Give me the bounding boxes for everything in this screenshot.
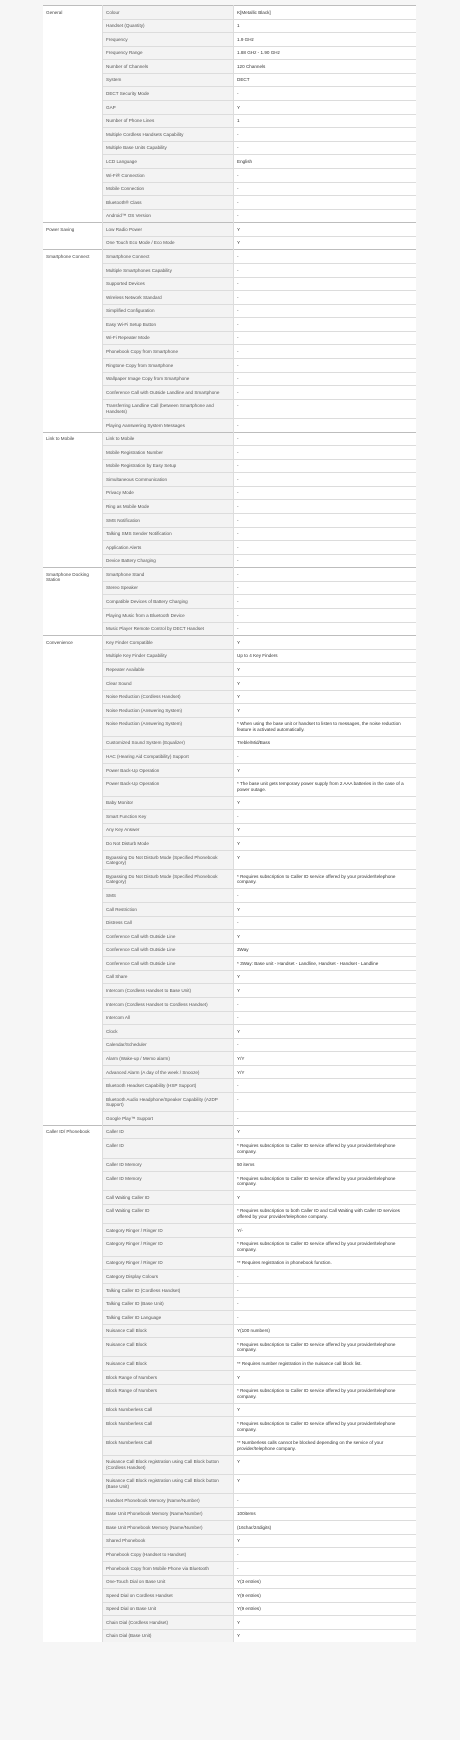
feature-label: Multiple Base Units Capability <box>103 141 234 155</box>
feature-value: - <box>234 810 417 824</box>
feature-value: Y <box>234 851 417 870</box>
feature-label: Chain Dial (Base Unit) <box>103 1629 234 1642</box>
feature-value: * Requires subscription to Caller ID service offered by your provider/telephone company. <box>234 1139 417 1158</box>
feature-label: Stereo Speaker <box>103 581 234 595</box>
feature-value: - <box>234 622 417 636</box>
feature-value: - <box>234 331 417 345</box>
feature-value: Y(100 numbers) <box>234 1324 417 1338</box>
feature-label: Distress Call <box>103 916 234 930</box>
feature-label: Talking Caller ID (Base Unit) <box>103 1297 234 1311</box>
feature-label: Repeater Available <box>103 663 234 677</box>
category-label: Smartphone Connect <box>43 250 103 432</box>
feature-label: Phonebook Copy from Mobile Phone via Bluetooth <box>103 1561 234 1575</box>
feature-value: - <box>234 263 417 277</box>
feature-value: Y <box>234 704 417 718</box>
feature-value: - <box>234 916 417 930</box>
feature-label: Caller ID Memory <box>103 1158 234 1172</box>
feature-label: Customized Sound System (Equalizer) <box>103 736 234 750</box>
feature-value: - <box>234 291 417 305</box>
feature-value: - <box>234 372 417 386</box>
feature-value: 100items <box>234 1507 417 1521</box>
feature-value: - <box>234 318 417 332</box>
feature-value: - <box>234 473 417 487</box>
feature-value: - <box>234 1283 417 1297</box>
feature-label: Mobile Registration Number <box>103 446 234 460</box>
spec-row <box>43 432 416 446</box>
feature-value: 1.88 GHz - 1.90 GHz <box>234 46 417 60</box>
feature-value: - <box>234 609 417 623</box>
feature-label: Call Restriction <box>103 902 234 916</box>
feature-label: Phonebook Copy from Smartphone <box>103 345 234 359</box>
feature-label: Conference Call with Outside Line <box>103 930 234 944</box>
feature-label: Link to Mobile <box>103 432 234 446</box>
feature-label: Advanced Alarm (A day of the week / Snooze) <box>103 1065 234 1079</box>
feature-label: Conference Call with Outside Line <box>103 943 234 957</box>
feature-value: Y <box>234 1125 417 1139</box>
feature-label: Nuisance Call Block <box>103 1338 234 1357</box>
feature-value: Y <box>234 1025 417 1039</box>
feature-label: Bluetooth Audio Headphone/Speaker Capability (A2DP Support) <box>103 1093 234 1112</box>
feature-label: Bypassing Do Not Disturb Mode (Specified Phonebook Category) <box>103 870 234 889</box>
feature-value: Y <box>234 1474 417 1493</box>
feature-label: Talking SMS Sender Notification <box>103 527 234 541</box>
feature-value: - <box>234 359 417 373</box>
feature-label: Base Unit Phonebook Memory (Name/Number) <box>103 1507 234 1521</box>
feature-label: Ring as Mobile Mode <box>103 500 234 514</box>
feature-label: Speed Dial on Base Unit <box>103 1602 234 1616</box>
category-label: Smartphone Docking Station <box>43 568 103 636</box>
feature-value: Y <box>234 636 417 650</box>
feature-label: Clear Sound <box>103 676 234 690</box>
feature-label: Caller ID <box>103 1125 234 1139</box>
spec-row <box>43 1125 416 1139</box>
feature-label: LCD Language <box>103 155 234 169</box>
feature-label: Block Numberless Call <box>103 1417 234 1436</box>
feature-value: Y <box>234 663 417 677</box>
feature-label: Block Range of Numbers <box>103 1371 234 1385</box>
feature-label: Alarm (Wake-up / Memo alarm) <box>103 1052 234 1066</box>
feature-label: Do Not Disturb Mode <box>103 837 234 851</box>
feature-value: Y <box>234 1371 417 1385</box>
feature-label: Handset Phonebook Memory (Name/Number) <box>103 1494 234 1508</box>
feature-label: Power Back-Up Operation <box>103 777 234 796</box>
feature-value: Y <box>234 763 417 777</box>
feature-label: Playing Aanswering System Messages <box>103 418 234 432</box>
feature-value: - <box>234 1311 417 1325</box>
feature-value: Y <box>234 1191 417 1205</box>
feature-label: Mobile Registration by Easy Setup <box>103 459 234 473</box>
feature-value: Y <box>234 837 417 851</box>
feature-value: ** Numberless calls cannot be blocked depending on the service of your provider/telephone company. <box>234 1436 417 1455</box>
feature-value: ** Requires number registration in the nuisance call block list. <box>234 1357 417 1371</box>
feature-label: Compatible Devices of Battery Charging <box>103 595 234 609</box>
feature-value: DECT <box>234 73 417 87</box>
feature-value: Y(3 entries) <box>234 1575 417 1589</box>
feature-value: Y <box>234 690 417 704</box>
feature-label: SMS Notification <box>103 513 234 527</box>
feature-label: Any Key Answer <box>103 823 234 837</box>
feature-label: SMS <box>103 889 234 903</box>
feature-label: Multiple Smartphones Capability <box>103 263 234 277</box>
feature-value: * Requires subscription to Caller ID service offered by your provider/telephone company. <box>234 1417 417 1436</box>
feature-value: - <box>234 399 417 418</box>
feature-label: Android™ OS Version <box>103 209 234 223</box>
feature-value: - <box>234 432 417 446</box>
feature-value: Y <box>234 796 417 810</box>
feature-value: - <box>234 386 417 400</box>
feature-value: - <box>234 1297 417 1311</box>
feature-value: - <box>234 581 417 595</box>
spec-table <box>43 5 416 1642</box>
feature-value: - <box>234 277 417 291</box>
feature-value: - <box>234 196 417 210</box>
feature-label: Bypassing Do Not Disturb Mode (Specified Phonebook Category) <box>103 851 234 870</box>
feature-value: Treble/Mid/Bass <box>234 736 417 750</box>
feature-label: Caller ID Memory <box>103 1172 234 1191</box>
feature-label: Conference Call with Outside Line <box>103 957 234 971</box>
feature-value: ** Requires registration in phonebook function. <box>234 1256 417 1270</box>
feature-value: - <box>234 168 417 182</box>
feature-value: - <box>234 182 417 196</box>
feature-value: Y <box>234 101 417 115</box>
feature-label: Playing Music from a Bluetooth Device <box>103 609 234 623</box>
feature-value: Y <box>234 902 417 916</box>
feature-label: Nuisance Call Block registration using Call Block button (Base Unit) <box>103 1474 234 1493</box>
feature-label: Wi-Fi® Connection <box>103 168 234 182</box>
feature-label: Wi-Fi Repeater Mode <box>103 331 234 345</box>
feature-label: Wireless Network Standard <box>103 291 234 305</box>
feature-label: Category Ringer / Ringer ID <box>103 1224 234 1238</box>
feature-value: Y <box>234 1534 417 1548</box>
feature-label: Caller ID <box>103 1139 234 1158</box>
feature-value: - <box>234 889 417 903</box>
feature-label: DECT Security Mode <box>103 87 234 101</box>
feature-label: Transferring Landline Call (between Smartphone and Handsets) <box>103 399 234 418</box>
feature-label: Intercom (Cordless Handset to Cordless Handset) <box>103 998 234 1012</box>
feature-value: - <box>234 141 417 155</box>
feature-value: - <box>234 1038 417 1052</box>
feature-label: One Touch Eco Mode / Eco Mode <box>103 236 234 250</box>
feature-label: Talking Caller ID (Cordless Handset) <box>103 1283 234 1297</box>
feature-label: Conference Call with Outside Landline and Smartphone <box>103 386 234 400</box>
feature-value: 120 Channels <box>234 60 417 74</box>
feature-value: - <box>234 750 417 764</box>
feature-value: * Requires subscription to Caller ID service offered by your provider/telephone company. <box>234 1338 417 1357</box>
feature-value: * Requires subscription to Caller ID service offered by your provider/telephone company. <box>234 1384 417 1403</box>
feature-label: Call Share <box>103 970 234 984</box>
feature-label: Multiple Cordless Handsets Capability <box>103 128 234 142</box>
feature-label: Number of Channels <box>103 60 234 74</box>
category-label: Convenience <box>43 636 103 1126</box>
feature-label: Chain Dial (Cordless Handset) <box>103 1616 234 1630</box>
category-label: General <box>43 6 103 223</box>
feature-label: Block Numberless Call <box>103 1403 234 1417</box>
feature-value: Y/- <box>234 1224 417 1238</box>
feature-label: Speed Dial on Cordless Handset <box>103 1589 234 1603</box>
feature-label: Wallpaper Image Copy from Smartphone <box>103 372 234 386</box>
feature-label: Phonebook Copy (Handset to Handset) <box>103 1548 234 1562</box>
feature-label: Call Waiting Caller ID <box>103 1191 234 1205</box>
feature-label: Noise Reduction (Cordless Handset) <box>103 690 234 704</box>
feature-label: Privacy Mode <box>103 486 234 500</box>
feature-label: Nuisance Call Block <box>103 1324 234 1338</box>
feature-label: Noise Reduction (Answering System) <box>103 717 234 736</box>
feature-value: - <box>234 459 417 473</box>
feature-value: Y <box>234 823 417 837</box>
feature-value: 1 <box>234 114 417 128</box>
feature-value: Y <box>234 1455 417 1474</box>
feature-value: * Requires subscription to Caller ID service offered by your provider/telephone company. <box>234 870 417 889</box>
feature-label: Key Finder Compatible <box>103 636 234 650</box>
feature-label: HAC (Hearing Aid Compatibility) Support <box>103 750 234 764</box>
feature-value: - <box>234 250 417 264</box>
spec-table-container <box>43 5 416 1642</box>
feature-label: Bluetooth® Class <box>103 196 234 210</box>
feature-value: - <box>234 513 417 527</box>
category-label: Power Saving <box>43 223 103 250</box>
feature-label: Smartphone Stand <box>103 568 234 582</box>
feature-value: K[Metallic Black] <box>234 6 417 20</box>
feature-label: Category Display Colours <box>103 1270 234 1284</box>
feature-label: Frequency Range <box>103 46 234 60</box>
feature-value: - <box>234 1494 417 1508</box>
feature-value: * Requires subscription to Caller ID service offered by your provider/telephone company. <box>234 1237 417 1256</box>
feature-value: Y <box>234 1629 417 1642</box>
feature-value: * Requires subscription to Caller ID service offered by your provider/telephone company. <box>234 1172 417 1191</box>
feature-label: Multiple Key Finder Capability <box>103 649 234 663</box>
feature-value: English <box>234 155 417 169</box>
feature-label: Supported Devices <box>103 277 234 291</box>
feature-value: * When using the base unit or handset to listen to messages, the noise reduction feature is activated automatically. <box>234 717 417 736</box>
feature-label: Handset (Quantity) <box>103 19 234 33</box>
feature-label: Smartphone Connect <box>103 250 234 264</box>
feature-label: Intercom All <box>103 1011 234 1025</box>
feature-label: Intercom (Cordless Handset to Base Unit) <box>103 984 234 998</box>
feature-value: - <box>234 527 417 541</box>
feature-value: - <box>234 568 417 582</box>
feature-label: Simplified Configuration <box>103 304 234 318</box>
feature-value: - <box>234 1112 417 1126</box>
feature-value: * 3Way: Base unit - Handset - Landline, Handset - Handset - Landline <box>234 957 417 971</box>
spec-row <box>43 636 416 650</box>
feature-value: - <box>234 209 417 223</box>
feature-label: Shared Phonebook <box>103 1534 234 1548</box>
feature-value: * The base unit gets temporary power supply from 2 AAA batteries in the case of a power outage. <box>234 777 417 796</box>
feature-value: Y <box>234 223 417 237</box>
feature-label: Frequency <box>103 33 234 47</box>
feature-label: Music Player Remote Control by DECT Handset <box>103 622 234 636</box>
feature-label: Clock <box>103 1025 234 1039</box>
feature-label: Smart Function Key <box>103 810 234 824</box>
spec-table-body <box>43 6 416 1643</box>
feature-value: - <box>234 554 417 568</box>
feature-value: (16char/24digits) <box>234 1521 417 1535</box>
feature-value: Y <box>234 930 417 944</box>
feature-value: - <box>234 595 417 609</box>
feature-label: Application Alerts <box>103 541 234 555</box>
feature-label: Easy Wi-Fi Setup Button <box>103 318 234 332</box>
feature-value: Y/Y <box>234 1052 417 1066</box>
feature-value: 3Way <box>234 943 417 957</box>
feature-value: - <box>234 1548 417 1562</box>
feature-label: Call Waiting Caller ID <box>103 1204 234 1223</box>
feature-value: Y <box>234 676 417 690</box>
feature-label: Talking Caller ID Language <box>103 1311 234 1325</box>
spec-row <box>43 223 416 237</box>
feature-value: - <box>234 500 417 514</box>
feature-value: Y <box>234 236 417 250</box>
feature-value: - <box>234 304 417 318</box>
feature-label: Noise Reduction (Answering System) <box>103 704 234 718</box>
feature-value: Y(9 entries) <box>234 1589 417 1603</box>
feature-label: Number of Phone Lines <box>103 114 234 128</box>
feature-label: Power Back-Up Operation <box>103 763 234 777</box>
feature-value: - <box>234 87 417 101</box>
feature-label: Google Play™ Support <box>103 1112 234 1126</box>
feature-value: - <box>234 418 417 432</box>
feature-label: Block Range of Numbers <box>103 1384 234 1403</box>
feature-value: - <box>234 345 417 359</box>
feature-value: - <box>234 1093 417 1112</box>
feature-value: Y <box>234 984 417 998</box>
feature-value: 1 <box>234 19 417 33</box>
feature-value: * Requires subscription to both Caller ID and Call Waiting with Caller ID services offered by your provider/telephone company. <box>234 1204 417 1223</box>
feature-label: One-Touch Dial on Base Unit <box>103 1575 234 1589</box>
feature-label: Baby Monitor <box>103 796 234 810</box>
feature-value: Y(9 entries) <box>234 1602 417 1616</box>
feature-value: - <box>234 128 417 142</box>
feature-value: Up to 4 Key Finders <box>234 649 417 663</box>
spec-row <box>43 568 416 582</box>
feature-label: Bluetooth Headset Capability (HSP Support) <box>103 1079 234 1093</box>
spec-row <box>43 6 416 20</box>
feature-label: Category Ringer / Ringer ID <box>103 1256 234 1270</box>
feature-label: Block Numberless Call <box>103 1436 234 1455</box>
category-label: Link to Mobile <box>43 432 103 568</box>
feature-label: Nuisance Call Block <box>103 1357 234 1371</box>
feature-value: - <box>234 1561 417 1575</box>
feature-value: 1.9 GHz <box>234 33 417 47</box>
feature-value: - <box>234 1270 417 1284</box>
feature-value: - <box>234 998 417 1012</box>
feature-value: Y/Y <box>234 1065 417 1079</box>
feature-label: Simultaneous Communication <box>103 473 234 487</box>
feature-label: Low Radio Power <box>103 223 234 237</box>
feature-value: - <box>234 446 417 460</box>
category-label: Caller ID/ Phonebook <box>43 1125 103 1642</box>
feature-label: Colour <box>103 6 234 20</box>
feature-value: - <box>234 541 417 555</box>
feature-value: - <box>234 1079 417 1093</box>
feature-label: Nuisance Call Block registration using Call Block button (Cordless Handset) <box>103 1455 234 1474</box>
feature-label: Category Ringer / Ringer ID <box>103 1237 234 1256</box>
feature-value: 50 items <box>234 1158 417 1172</box>
feature-label: GAP <box>103 101 234 115</box>
feature-label: System <box>103 73 234 87</box>
feature-label: Calendar/Scheduler <box>103 1038 234 1052</box>
feature-value: - <box>234 1011 417 1025</box>
spec-row <box>43 250 416 264</box>
feature-label: Base Unit Phonebook Memory (Name/Number) <box>103 1521 234 1535</box>
feature-value: Y <box>234 970 417 984</box>
feature-label: Device Battery Charging <box>103 554 234 568</box>
feature-value: - <box>234 486 417 500</box>
feature-label: Mobile Connection <box>103 182 234 196</box>
feature-label: Ringtone Copy from Smartphone <box>103 359 234 373</box>
feature-value: Y <box>234 1403 417 1417</box>
feature-value: Y <box>234 1616 417 1630</box>
